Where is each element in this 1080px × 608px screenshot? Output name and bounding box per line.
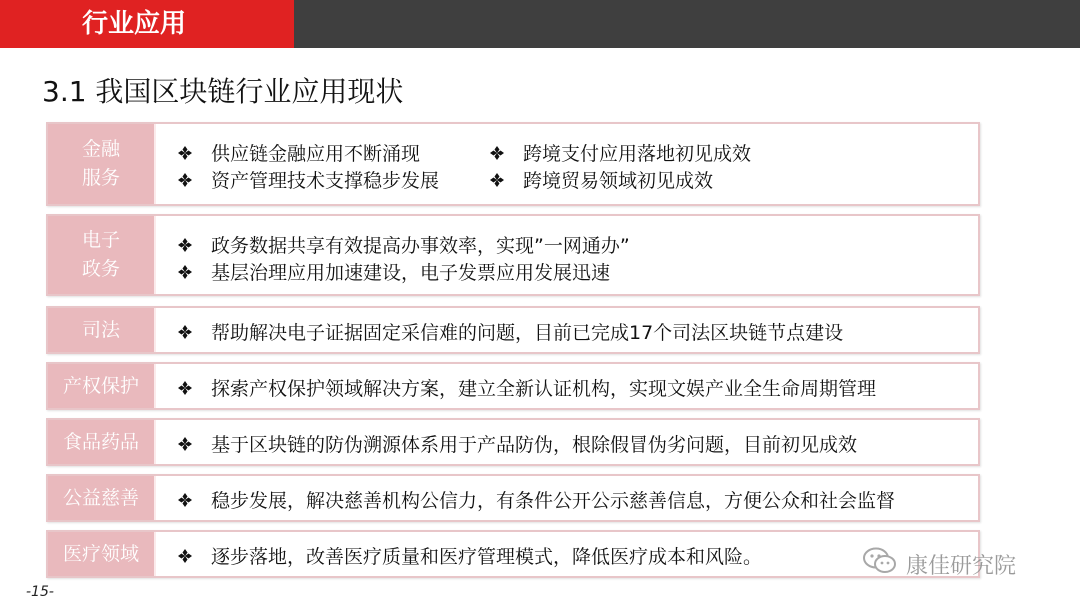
row-label-line: 医疗领域 [62, 542, 139, 565]
row-e-government [46, 214, 980, 296]
row-charity [46, 474, 980, 522]
watermark-text: 康佳研究院 [906, 553, 1017, 579]
bullet-item [178, 231, 630, 258]
row-label [48, 532, 154, 576]
bullet-item [178, 486, 895, 513]
bullet-item [490, 139, 751, 166]
row-healthcare [46, 530, 980, 578]
row-body [156, 364, 978, 408]
diamond-bullet-icon [178, 381, 192, 395]
bullet-text: 供应链金融应用不断涌现 [211, 143, 421, 165]
bullet-text: 政务数据共享有效提高办事效率，实现”一网通办” [211, 235, 630, 257]
row-body [156, 216, 978, 294]
row-food-drugs [46, 418, 980, 466]
page-title: 3.1 我国区块链行业应用现状 [42, 75, 404, 108]
row-judicial [46, 306, 980, 354]
diamond-bullet-icon [490, 146, 504, 160]
row-body [156, 124, 978, 204]
wechat-icon [862, 546, 906, 582]
diamond-bullet-icon [178, 146, 192, 160]
row-label-line: 食品药品 [62, 430, 139, 453]
diamond-bullet-icon [178, 549, 192, 563]
diamond-bullet-icon [178, 325, 192, 339]
bullet-text: 稳步发展，解决慈善机构公信力，有条件公开公示慈善信息，方便公众和社会监督 [211, 490, 896, 512]
bullet-item [490, 166, 713, 193]
bullet-text: 帮助解决电子证据固定采信难的问题，目前已完成17个司法区块链节点建设 [211, 322, 844, 344]
row-label-line: 产权保护 [62, 374, 139, 397]
row-finance [46, 122, 980, 206]
bullet-text: 逐步落地，改善医疗质量和医疗管理模式，降低医疗成本和风险。 [211, 546, 763, 568]
bullet-text: 基于区块链的防伪溯源体系用于产品防伪，根除假冒伪劣问题，目前初见成效 [211, 434, 858, 456]
row-label-line: 司法 [81, 318, 120, 341]
row-label [48, 476, 154, 520]
bullet-item [178, 318, 843, 345]
bullet-text: 资产管理技术支撑稳步发展 [211, 170, 440, 192]
row-label-line: 服务 [81, 167, 120, 189]
row-property-rights [46, 362, 980, 410]
row-label [48, 124, 154, 204]
bullet-item [178, 139, 420, 166]
row-body [156, 308, 978, 352]
diamond-bullet-icon [490, 173, 504, 187]
section-tab: 行业应用 [0, 0, 294, 48]
bullet-item [178, 258, 610, 285]
diamond-bullet-icon [178, 493, 192, 507]
watermark [862, 546, 1016, 582]
bullet-item [178, 374, 876, 401]
bullet-text: 跨境支付应用落地初见成效 [523, 143, 752, 165]
diamond-bullet-icon [178, 173, 192, 187]
row-label-line: 政务 [81, 258, 120, 280]
diamond-bullet-icon [178, 265, 192, 279]
row-label [48, 364, 154, 408]
row-body [156, 476, 978, 520]
diamond-bullet-icon [178, 437, 192, 451]
row-label [48, 216, 154, 294]
diamond-bullet-icon [178, 238, 192, 252]
row-body [156, 420, 978, 464]
page-number: -15- [26, 584, 54, 600]
bullet-item [178, 542, 762, 569]
row-label-line: 金融 [81, 138, 120, 160]
row-label [48, 308, 154, 352]
row-label-line: 电子 [81, 229, 120, 251]
bullet-text: 基层治理应用加速建设，电子发票应用发展迅速 [211, 262, 611, 284]
bullet-item [178, 166, 439, 193]
row-label-line: 公益慈善 [62, 486, 139, 509]
row-label [48, 420, 154, 464]
bullet-text: 探索产权保护领域解决方案，建立全新认证机构，实现文娱产业全生命周期管理 [211, 378, 877, 400]
bullet-text: 跨境贸易领域初见成效 [523, 170, 714, 192]
row-body [156, 532, 978, 576]
bullet-item [178, 430, 857, 457]
